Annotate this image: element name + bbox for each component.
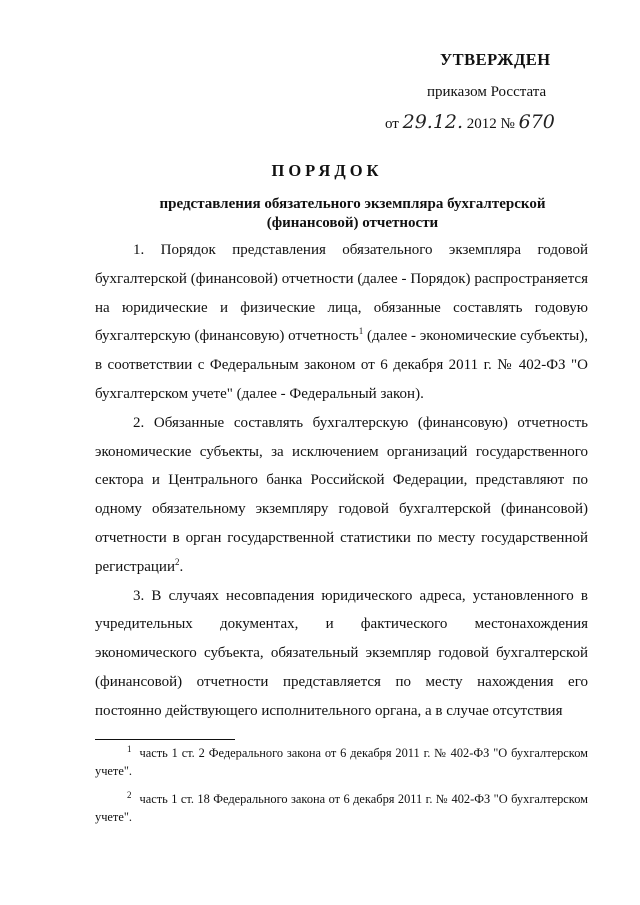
- subtitle-line-2: (финансовой) отчетности: [266, 215, 439, 231]
- footnote-mark-1: 1: [127, 744, 132, 754]
- paragraph-3: 3. В случаях несовпадения юридического адреса, установленного в учредительных документах, и фактического местонахождения экономического субъекта, обязательный экземпляр годовой бухгалтерской (финансовой) отчетности представляется по месту нахождения его постоянно действующего исполнительного органа, а в случае отсутствия: [95, 587, 588, 719]
- paragraph-1-text: 1. Порядок представления обязательного экземпляра годовой бухгалтерской (финансовой) отчетности (далее - Порядок) распространяется на юридические и физические лица, обязанные составлять годовую бухгалтерскую (финансовую) отчетность: [95, 242, 588, 345]
- footnote-mark-2: 2: [127, 790, 132, 800]
- approval-title: УТВЕРЖДЕН: [440, 50, 551, 69]
- footnote-1: [95, 744, 588, 780]
- approval-date-line: [385, 111, 555, 133]
- footnote-ref-1: 1: [358, 326, 364, 337]
- paragraph-1: [95, 236, 588, 409]
- handwritten-date: 29.12.: [402, 111, 464, 133]
- paragraph-2: [95, 409, 588, 582]
- document-title: ПОРЯДОК: [271, 161, 383, 180]
- footnote-2-text: часть 1 ст. 18 Федерального закона от 6 декабря 2011 г. № 402-ФЗ "О бухгалтерском учете".: [95, 792, 588, 824]
- document-subtitle: [120, 195, 585, 233]
- footnote-2: [95, 790, 588, 826]
- paragraph-1-text-cont: (далее - экономические субъекты), в соответствии с Федеральным законом от 6 декабря 2011 г. № 402-ФЗ "О бухгалтерском учете" (далее - Федеральный закон).: [95, 328, 589, 402]
- document-body: [95, 236, 588, 726]
- footnotes: [95, 744, 588, 836]
- footnote-1-text: часть 1 ст. 2 Федерального закона от 6 декабря 2011 г. № 402-ФЗ "О бухгалтерском учете".: [95, 746, 588, 778]
- footnote-divider: [95, 739, 235, 740]
- approval-order: приказом Росстата: [427, 84, 547, 100]
- year-number-label: 2012 №: [466, 116, 515, 132]
- subtitle-line-1: представления обязательного экземпляра бухгалтерской: [159, 196, 546, 212]
- date-prefix: от: [385, 116, 399, 132]
- footnote-ref-2: 2: [174, 556, 180, 567]
- paragraph-2-text-cont: .: [179, 558, 184, 575]
- handwritten-order-number: 670: [518, 111, 555, 133]
- paragraph-2-text: 2. Обязанные составлять бухгалтерскую (финансовую) отчетность экономические субъекты, за исключением организаций государственного сектора и Центрального банка Российской Федерации, представляют по одному обязательному экземпляру годовой бухгалтерской (финансовой) отчетности в орган государственной статистики по месту государственной регистрации: [95, 414, 588, 575]
